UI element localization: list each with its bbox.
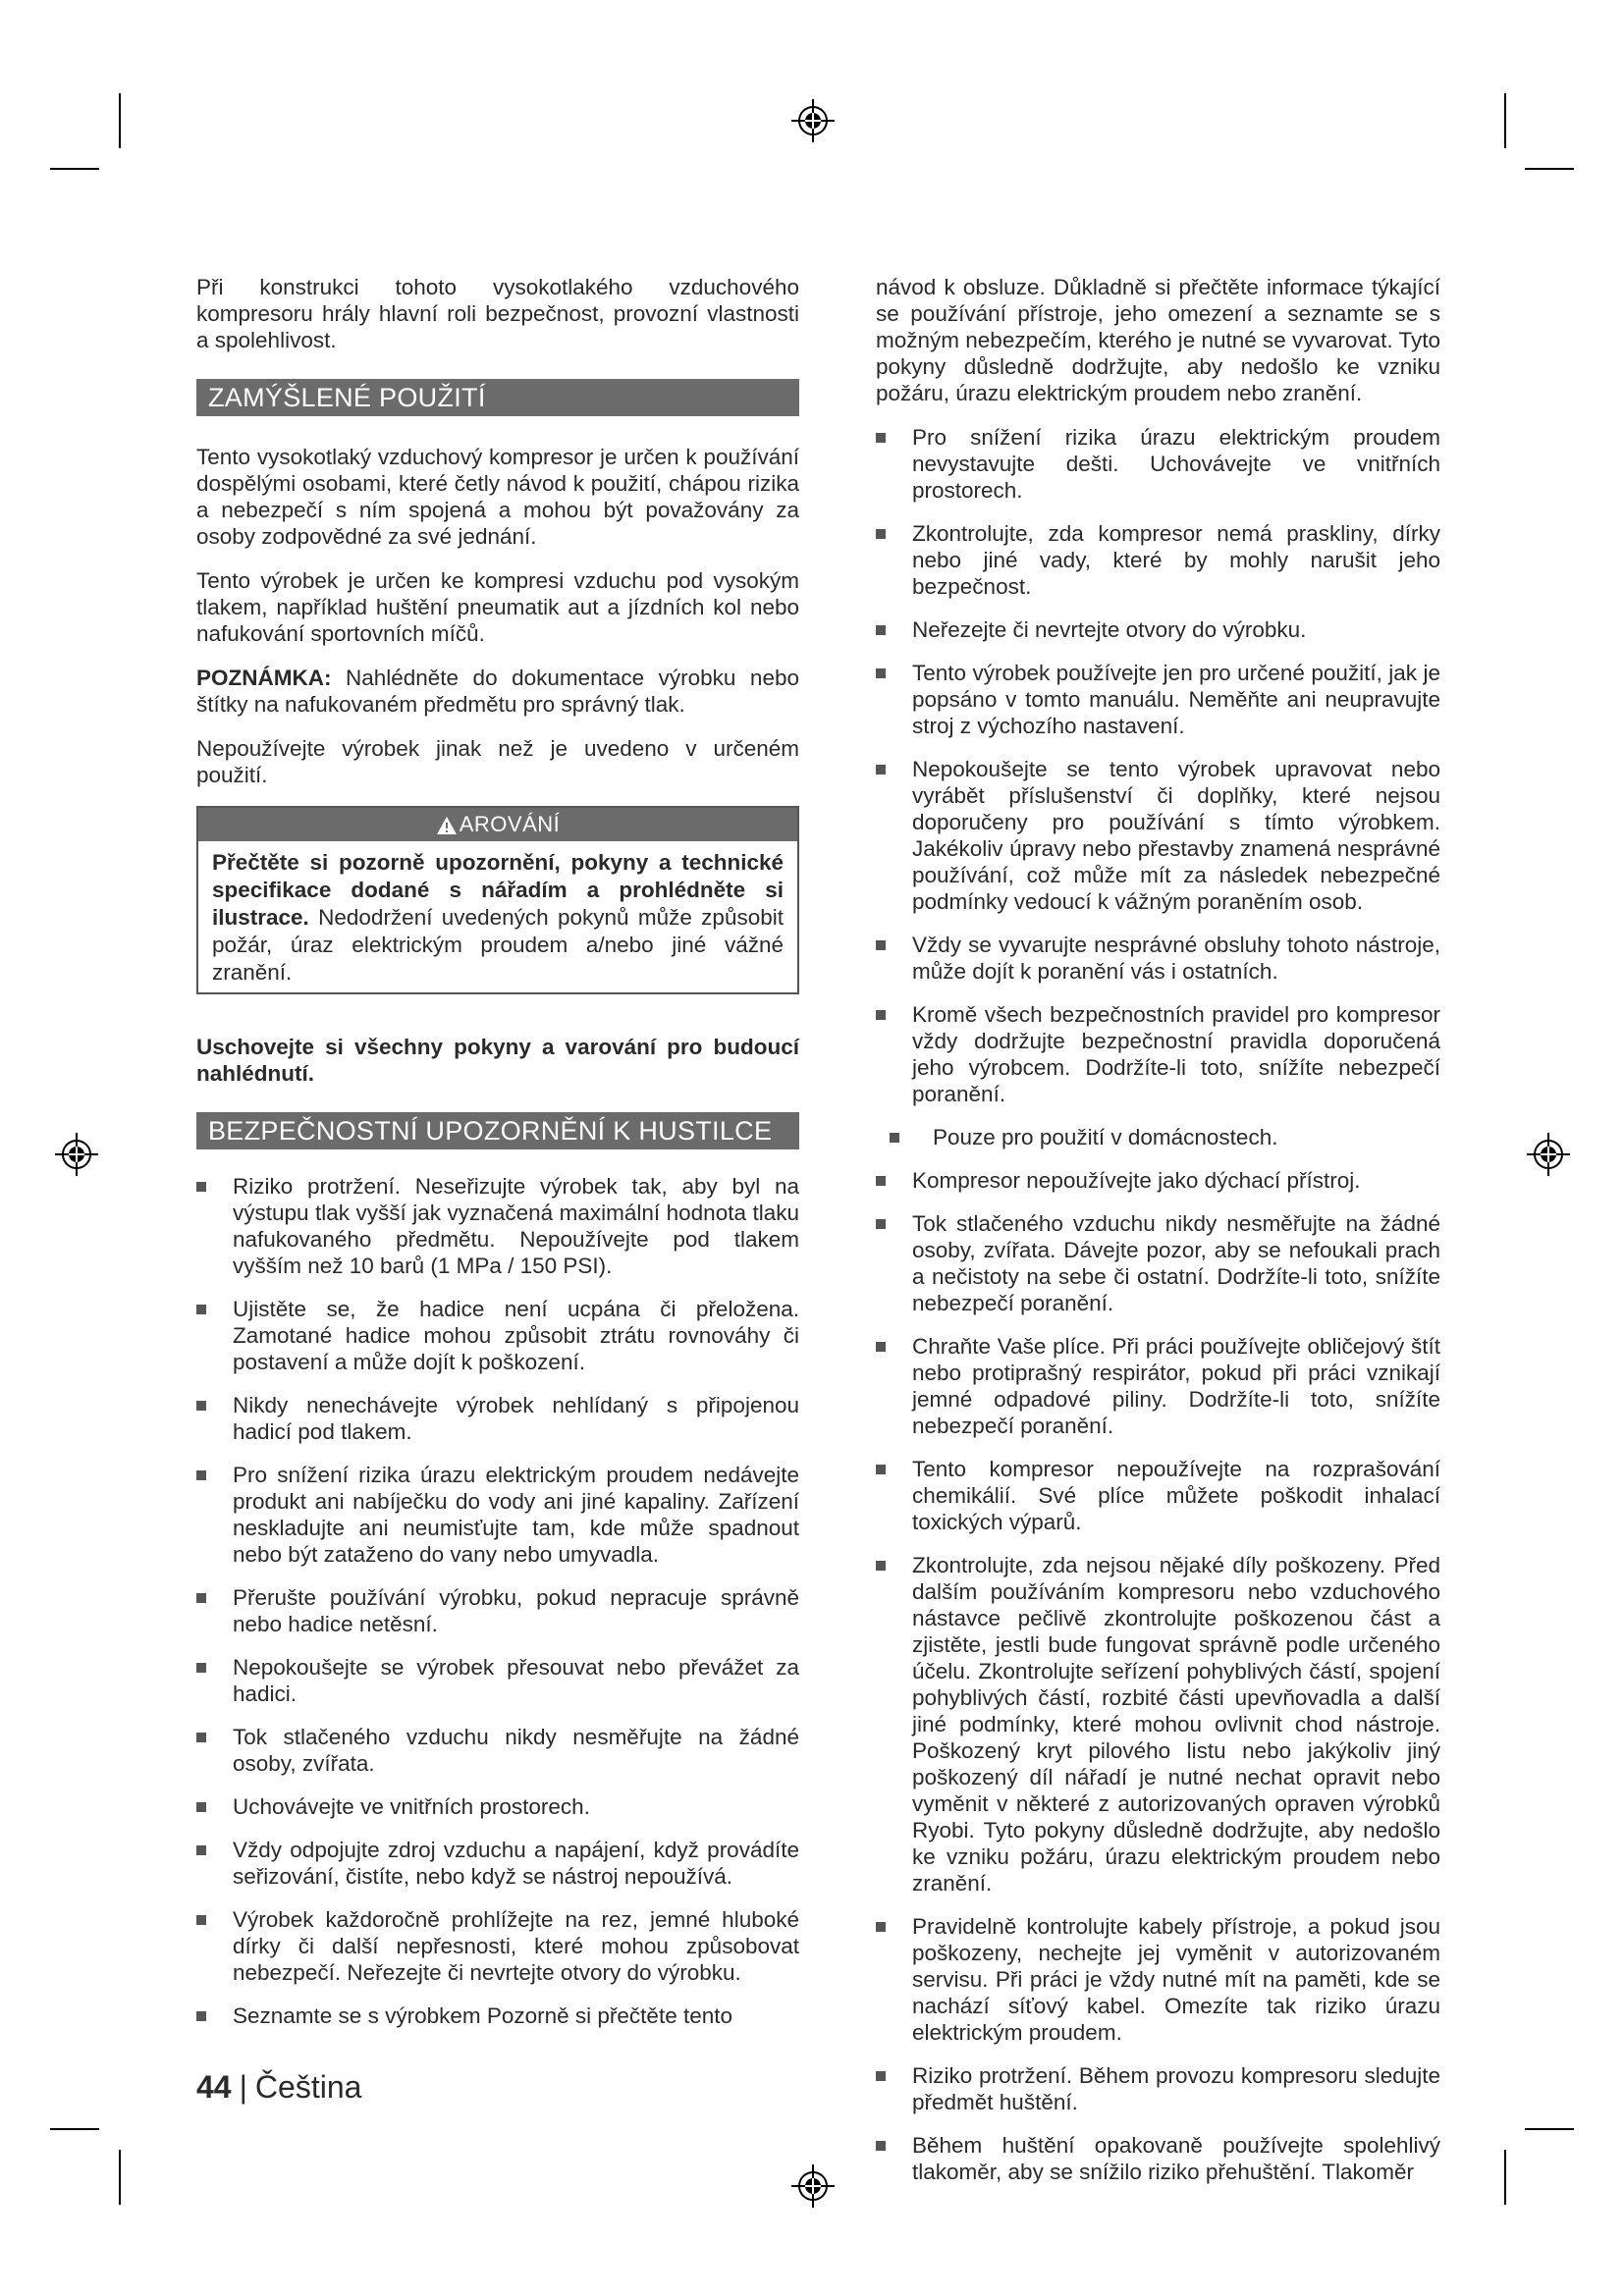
list-item [876,1210,1440,1316]
crop-mark [1525,2128,1574,2130]
list-item [196,1906,799,1986]
right-column [876,274,1440,2202]
list-item-text: Uchovávejte ve vnitřních prostorech. [233,1794,590,1819]
left-column [196,274,799,2046]
intended-use-paragraph: Tento výrobek je určen ke kompresi vzduchu pod vysokým tlakem, například huštění pneumatik aut a jízdních kol nebo nafukování sportovních míčů. [196,568,799,646]
safety-heading: BEZPEČNOSTNÍ UPOZORNĚNÍ K HUSTILCE [196,1112,799,1149]
bullet-square-icon [196,1663,206,1673]
registration-mark-icon [55,1133,98,1176]
note-label: POZNÁMKA: [196,666,332,690]
list-item-text: Pro snížení rizika úrazu elektrickým proudem nevystavujte dešti. Uchovávejte ve vnitřních prostorech. [912,425,1440,503]
bullet-square-icon [196,2011,206,2021]
warning-body [198,841,797,992]
list-item-text: Pouze pro použití v domácnostech. [933,1125,1278,1149]
crop-mark [1504,93,1506,148]
list-item [196,1392,799,1445]
crop-mark [50,168,99,170]
bullet-square-icon [196,1733,206,1742]
bullet-square-icon [876,2141,886,2151]
list-item [876,1001,1440,1107]
bullet-square-icon [876,1465,886,1474]
bullet-square-icon [196,1401,206,1411]
intro-paragraph: Při konstrukci tohoto vysokotlakého vzduchového kompresoru hrály hlavní roli bezpečnost, provozní vlastnosti a spolehlivost. [196,275,799,352]
list-item [196,1837,799,1890]
crop-mark [50,2128,99,2130]
list-item-text: Nepokoušejte se tento výrobek upravovat nebo vyrábět příslušenství či doplňky, které nejsou doporučeny pro používání s tímto výrobkem. Jakékoliv úpravy nebo přestavby znamená nesprávné používání, což může mít za následek nebezpečné podmínky vedoucí k vážným poraněním osob. [912,757,1440,914]
list-item-text: Kromě všech bezpečnostních pravidel pro kompresor vždy dodržujte bezpečnostní pravidla doporučená jeho výrobcem. Dodržíte-li toto, snížíte nebezpečí poranění. [912,1002,1440,1106]
registration-mark-icon [791,99,835,142]
intended-use-heading: ZAMÝŠLENÉ POUŽITÍ [196,379,799,416]
list-item-text: Výrobek každoročně prohlížejte na rez, jemné hluboké dírky či další nepřesnosti, které mohou způsobovat nebezpečí. Neřezejte či nevrtejte otvory do výrobku. [233,1907,799,1985]
list-item [876,932,1440,985]
registration-mark-icon [1527,1133,1570,1176]
bullet-square-icon [196,1593,206,1603]
list-item-text: Riziko protržení. Neseřizujte výrobek tak, aby byl na výstupu tlak vyšší jak vyznačená maximální hodnota tlaku nafukovaného předmětu. Nepoužívejte pod tlakem vyšším než 10 barů (1 MPa / 150 PSI). [233,1174,799,1278]
list-item [876,520,1440,600]
bullet-square-icon [876,668,886,678]
warning-triangle-icon [436,816,458,835]
bullet-square-icon [876,2071,886,2081]
note-paragraph [196,665,799,718]
list-item [196,2002,799,2029]
list-item [196,1654,799,1707]
warning-text: Nedodržení uvedených pokynů může způsobit požár, úraz elektrickým proudem a/nebo jiné vážné zranění. [212,905,784,985]
bullet-square-icon [196,1802,206,1812]
continuation-paragraph: návod k obsluze. Důkladně si přečtěte informace týkající se používání přístroje, jeho omezení a seznamte se s možným nebezpečím, kterého je nutné se vyvarovat. Tyto pokyny důsledně dodržujte, aby nedošlo ke vzniku požáru, úrazu elektrickým proudem nebo zranění. [876,275,1440,405]
bullet-square-icon [196,1305,206,1314]
bullet-square-icon [876,1922,886,1932]
list-item [876,2062,1440,2115]
bullet-square-icon [876,625,886,635]
note-text: Nahlédněte do dokumentace výrobku nebo štítky na nafukovaném předmětu pro správný tlak. [196,666,799,717]
bullet-square-icon [876,1219,886,1229]
list-item-text: Tok stlačeného vzduchu nikdy nesměřujte na žádné osoby, zvířata. Dávejte pozor, aby se nefoukali prach a nečistoty na sebe či ostatní. Dodržíte-li toto, snížíte nebezpečí poranění. [912,1211,1440,1315]
crop-mark [119,2150,121,2205]
list-item-text: Tento výrobek používejte jen pro určené použití, jak je popsáno v tomto manuálu. Neměňte ani neupravujte stroj z výchozího nastavení. [912,661,1440,738]
list-item [876,1333,1440,1439]
warning-title: AROVÁNÍ [459,812,561,836]
list-item-text: Vždy se vyvarujte nesprávné obsluhy tohoto nástroje, může dojít k poranění vás i ostatních. [912,933,1440,984]
page-footer [196,2067,361,2107]
bullet-square-icon [876,1342,886,1352]
list-item [876,1552,1440,1896]
list-item-text: Riziko protržení. Během provozu kompresoru sledujte předmět huštění. [912,2063,1440,2114]
bullet-square-icon [876,1561,886,1571]
page-number: 44 [196,2069,232,2105]
list-item [196,1724,799,1777]
bullet-square-icon [876,1176,886,1186]
list-item [196,1793,799,1820]
bullet-square-icon [196,1470,206,1480]
bullet-square-icon [890,1133,899,1143]
warning-header [198,808,797,841]
keep-instructions: Uschovejte si všechny pokyny a varování pro budoucí nahlédnutí. [196,1035,799,1086]
list-item [876,1124,1440,1150]
bullet-square-icon [876,529,886,539]
list-item [876,660,1440,739]
list-item-text: Nikdy nenechávejte výrobek nehlídaný s připojenou hadicí pod tlakem. [233,1393,799,1444]
list-item-text: Tento kompresor nepoužívejte na rozprašování chemikálií. Své plíce můžete poškodit inhalací toxických výparů. [912,1457,1440,1534]
list-item-text: Pravidelně kontrolujte kabely přístroje, a pokud jsou poškozeny, nechejte jej vyměnit v autorizovaném servisu. Při práci je vždy nutné mít na paměti, kde se nachází síťový kabel. Omezíte tak riziko úrazu elektrickým proudem. [912,1914,1440,2045]
crop-mark [119,93,121,148]
left-bullet-list [196,1173,799,2029]
list-item [876,756,1440,915]
list-item-text: Ujistěte se, že hadice není ucpána či přeložena. Zamotané hadice mohou způsobit ztrátu rovnováhy či postavení a může dojít k poškození. [233,1297,799,1374]
intended-use-paragraph: Tento vysokotlaký vzduchový kompresor je určen k používání dospělými osobami, které četly návod k použití, chápou rizika a nebezpečí s ním spojená a mohou být považovány za osoby zodpovědné za své jednání. [196,445,799,549]
footer-language: Čeština [254,2069,362,2105]
list-item-text: Neřezejte či nevrtejte otvory do výrobku. [912,617,1307,642]
list-item [876,2132,1440,2185]
list-item [196,1296,799,1375]
list-item-text: Zkontrolujte, zda kompresor nemá praskliny, dírky nebo jiné vady, které by mohly narušit jeho bezpečnost. [912,521,1440,599]
intended-use-paragraph: Nepoužívejte výrobek jinak než je uvedeno v určeném použití. [196,736,799,787]
list-item-text: Zkontrolujte, zda nejsou nějaké díly poškozeny. Před dalším používáním kompresoru nebo vzduchového nástavce pečlivě zkontrolujte poškozenou část a zjistěte, jestli bude fungovat správně podle určeného účelu. Zkontrolujte seřízení pohyblivých částí, spojení pohyblivých částí, rozbité části upevňovadla a další jiné podmínky, které mohou ovlivnit chod nástroje. Poškozený kryt pilového listu nebo jakýkoliv jiný poškozený díl nářadí je nutné nechat opravit nebo vyměnit v některé z autorizovaných opraven výrobků Ryobi. Tyto pokyny důsledně dodržujte, aby nedošlo ke vzniku požáru, úrazu elektrickým proudem nebo zranění. [912,1553,1440,1896]
list-item [876,1456,1440,1535]
list-item-text: Nepokoušejte se výrobek přesouvat nebo převážet za hadici. [233,1655,799,1706]
warning-box [196,806,799,994]
bullet-square-icon [876,765,886,774]
bullet-square-icon [876,940,886,950]
bullet-square-icon [196,1182,206,1192]
list-item [196,1584,799,1637]
list-item [876,616,1440,643]
list-item-text: Tok stlačeného vzduchu nikdy nesměřujte na žádné osoby, zvířata. [233,1725,799,1776]
list-item-text: Chraňte Vaše plíce. Při práci používejte obličejový štít nebo protiprašný respirátor, pokud při práci vznikají jemné odpadové piliny. Dodržíte-li toto, snížíte nebezpečí poranění. [912,1334,1440,1438]
footer-separator: | [239,2069,247,2105]
list-item [876,1913,1440,2046]
right-bullet-list [876,424,1440,2185]
list-item [196,1173,799,1279]
crop-mark [1525,168,1574,170]
registration-mark-icon [791,2164,835,2208]
list-item-text: Kompresor nepoužívejte jako dýchací přístroj. [912,1168,1361,1193]
list-item-text: Přerušte používání výrobku, pokud nepracuje správně nebo hadice netěsní. [233,1585,799,1636]
list-item [876,424,1440,504]
bullet-square-icon [876,1010,886,1020]
list-item-text: Během huštění opakovaně používejte spolehlivý tlakoměr, aby se snížilo riziko přehuštění. Tlakoměr [912,2133,1440,2184]
list-item [876,1167,1440,1194]
list-item-text: Pro snížení rizika úrazu elektrickým proudem nedávejte produkt ani nabíječku do vody ani jiné kapaliny. Zařízení neskladujte ani neumisťujte tam, kde může spadnout nebo být zataženo do vany nebo umyvadla. [233,1463,799,1567]
bullet-square-icon [876,433,886,443]
bullet-square-icon [196,1915,206,1925]
list-item-text: Seznamte se s výrobkem Pozorně si přečtěte tento [233,2003,732,2028]
crop-mark [1504,2150,1506,2205]
list-item [196,1462,799,1568]
bullet-square-icon [196,1845,206,1855]
warning-bold-text: Přečtěte si pozorně upozornění, pokyny a technické specifikace dodané s nářadím a prohlédněte si ilustrace. [212,850,784,930]
list-item-text: Vždy odpojujte zdroj vzduchu a napájení, když provádíte seřizování, čistíte, nebo když se nástroj nepoužívá. [233,1838,799,1889]
